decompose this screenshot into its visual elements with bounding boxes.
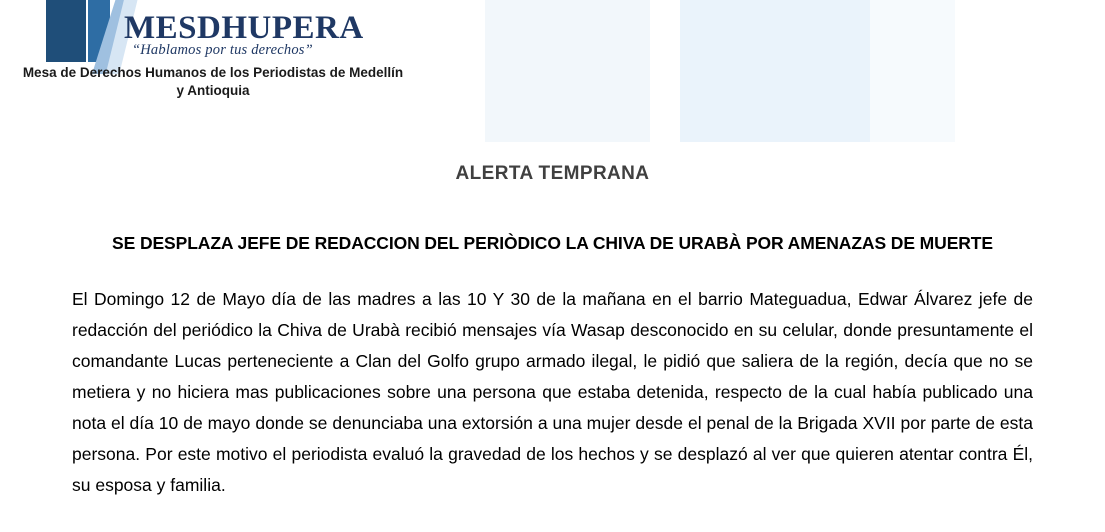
header-band-4 [680,0,870,142]
logo-tagline: “Hablamos por tus derechos” [132,42,313,58]
document-paragraph: El Domingo 12 de Mayo día de las madres a las 10 Y 30 de la mañana en el barrio Mateguadua, Edwar Álvarez jefe de redacción del periódico la Chiva de Urabà recibió mensajes vía Wasap desconocido en su celular, donde presuntamente el comandante Lucas perteneciente a Clan del Golfo grupo armado ilegal, le pidió que saliera de la región, decía que no se metiera y no hiciera mas publicaciones sobre una persona que estaba detenida, respecto de la cual había publicado una nota el día 10 de mayo donde se denunciaba una extorsión a una mujer desde el penal de la Brigada XVII por parte de esta persona. Por este motivo el periodista evaluó la gravedad de los hechos y se desplazó al ver que quieren atentar contra Él, su esposa y familia. [72,289,1033,495]
logo-bar-dark [46,0,86,62]
header-band-6 [955,0,1105,142]
document-body [0,163,1105,501]
logo-wordmark: MESDHUPERA [124,10,364,46]
header-band-2 [485,0,650,142]
page-title: SE DESPLAZA JEFE DE REDACCION DEL PERIÒDICO LA CHIVA DE URABÀ POR AMENAZAS DE MUERTE [112,233,993,253]
organization-name: Mesa de Derechos Humanos de los Periodistas de Medellín y Antioquia [22,65,404,98]
header-band-3 [650,0,680,142]
header-band-5 [870,0,955,142]
document-header [0,0,1105,145]
document-kicker: ALERTA TEMPRANA [455,163,650,184]
